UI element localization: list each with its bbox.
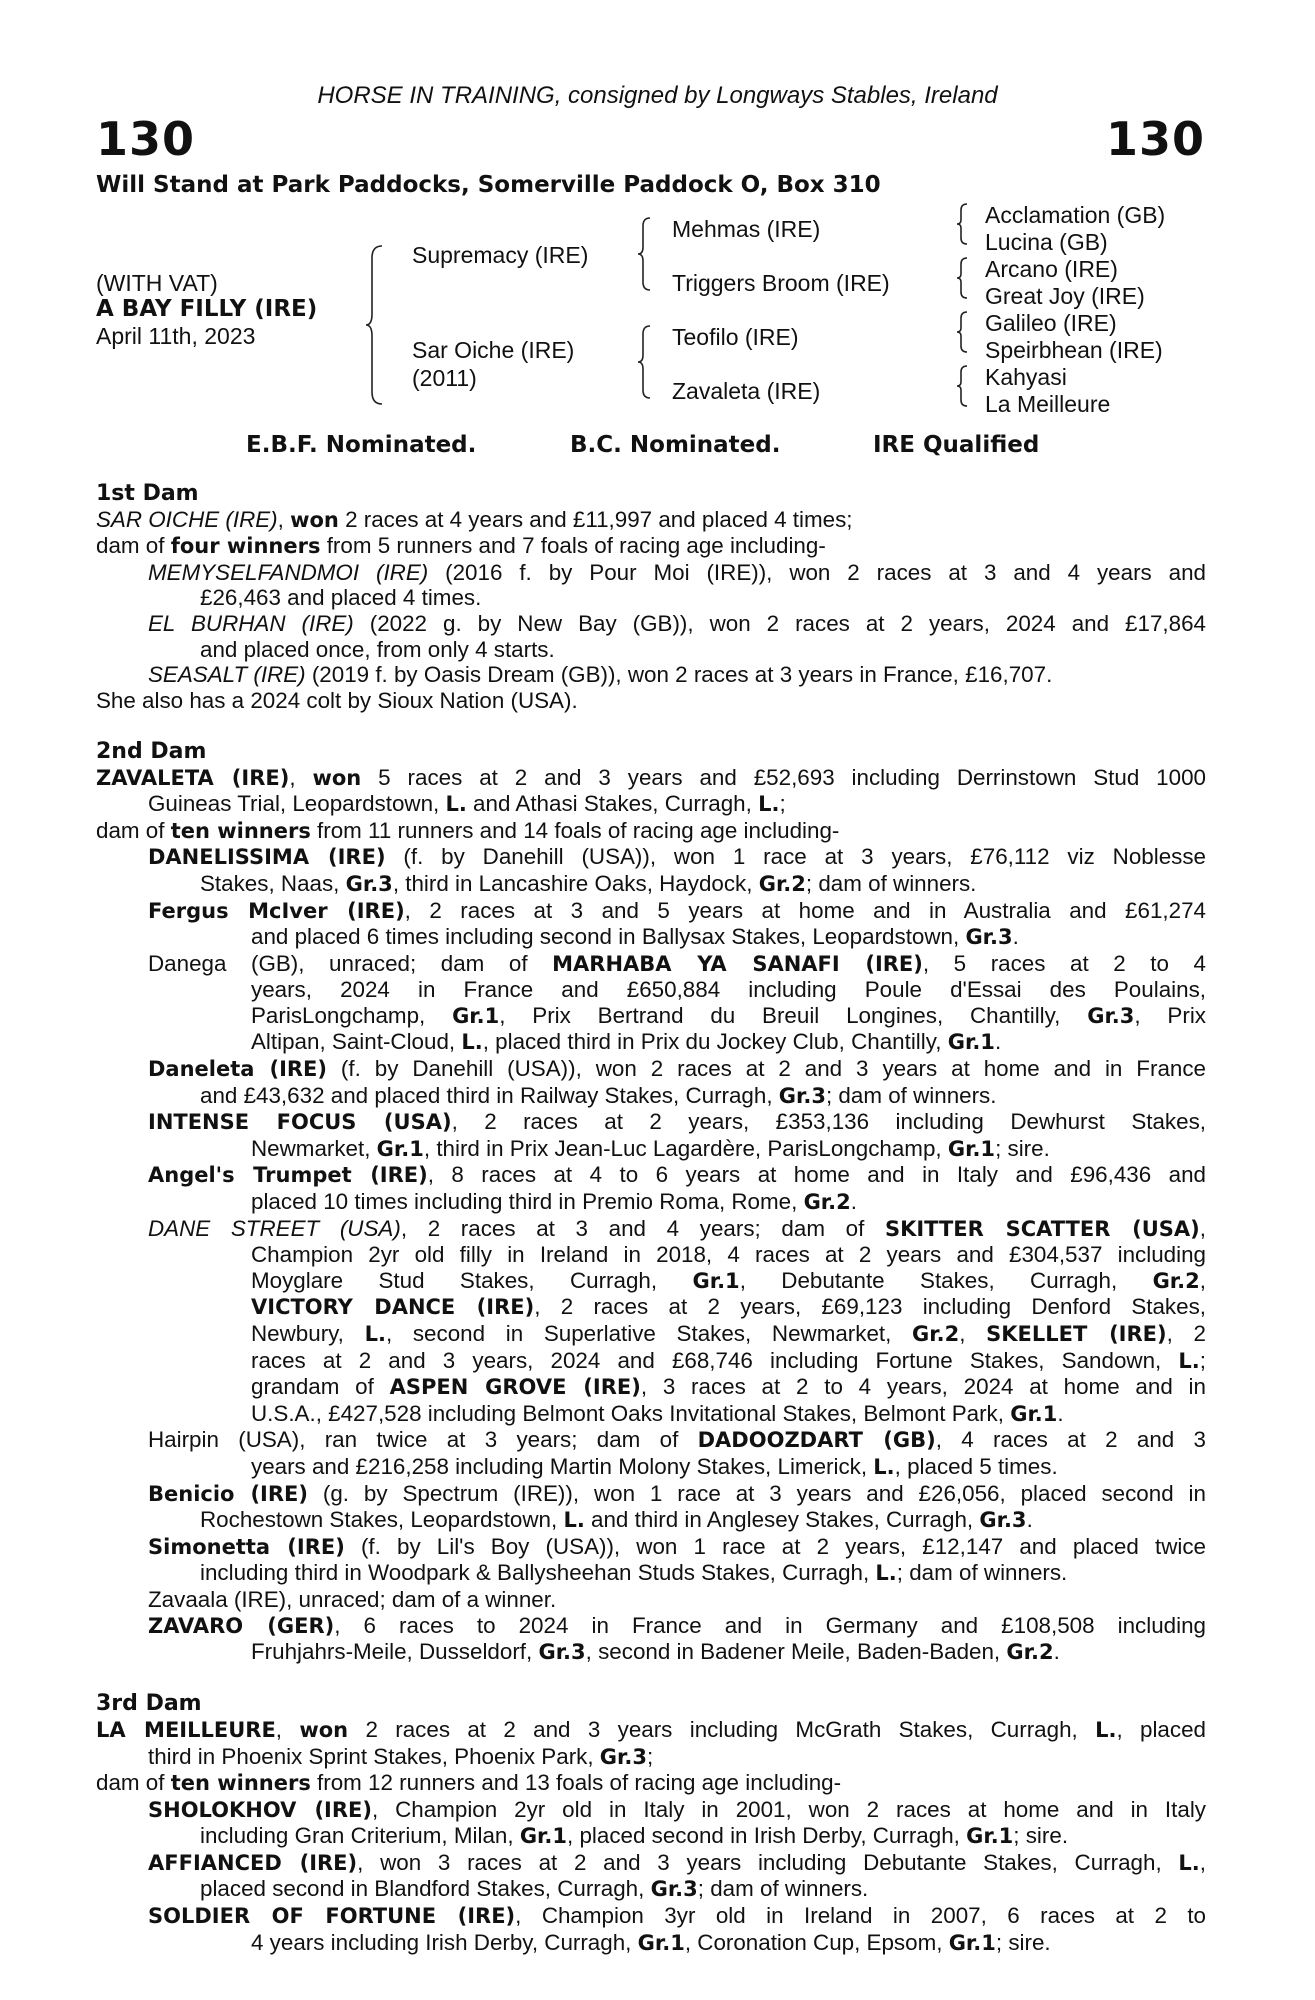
bold-text: won [290,507,339,532]
pedigree-brace-4 [955,202,971,246]
catalogue-line [96,1903,1206,1930]
line-text: including third in Woodpark & Ballysheehan Studs Stakes, Curragh, [200,1560,876,1586]
line-text: , Debutante Stakes, Curragh, [739,1267,1153,1293]
catalogue-line [96,818,1206,845]
line-text: (2016 f. by Pour Moi (IRE)), won 2 races at 3 and 4 years and [428,559,1206,585]
line-text: and placed 6 times including second in Ballysax Stakes, Leopardstown, [251,924,966,950]
catalogue-line [96,1850,1206,1877]
bold-text: SOLDIER OF FORTUNE (IRE) [148,1904,516,1929]
bold-text: MARHABA YA SANAFI (IRE) [552,951,923,976]
catalogue-line [96,924,1206,951]
catalogue-line [96,507,1206,534]
line-text: ; sire. [995,1929,1051,1955]
bold-text: Simonetta (IRE) [148,1534,345,1559]
line-text: , 2 races at 3 and 4 years; dam of [400,1215,885,1241]
section-gap [96,713,1206,739]
catalogue-line [96,1481,1206,1508]
line-text: Newmarket, [251,1135,377,1161]
line-text: . [994,1029,1002,1055]
line-text: ; sire. [1013,1823,1069,1849]
catalogue-line [96,1136,1206,1163]
catalogue-line [96,1348,1206,1375]
line-text: , placed third in Prix du Jockey Club, Chantilly, [482,1029,948,1055]
line-text: ; sire. [995,1135,1050,1161]
line-text: , Champion 3yr old in Ireland in 2007, 6 races at 2 to [515,1903,1207,1929]
line-text: ParisLongchamp, [251,1002,453,1028]
bold-text: SHOLOKHOV (IRE) [148,1797,372,1822]
bold-text: Gr.3 [1087,1003,1135,1028]
ancestor-4: Great Joy (IRE) [985,283,1145,309]
sire: Supremacy (IRE) [412,242,589,268]
bold-text: L. [875,1561,897,1586]
bold-text: L. [1178,1348,1200,1373]
ire-qualified: IRE Qualified [873,432,1040,458]
bold-text: SKELLET (IRE) [986,1322,1167,1346]
line-text: years and £216,258 including Martin Molony Stakes, Limerick, [251,1453,874,1479]
bold-text: Gr.2 [803,1190,851,1215]
catalogue-line [96,1374,1206,1401]
line-text: dam of [96,533,171,559]
line-text: , placed [1116,1716,1206,1742]
bold-text: Daneleta (IRE) [148,1057,327,1082]
line-text: (f. by Danehill (USA)), won 2 races at 2 and 3 years at home and in France [327,1056,1206,1082]
bold-text: Gr.1 [1010,1401,1058,1426]
bold-text: Gr.1 [519,1824,568,1849]
line-text: and £43,632 and placed third in Railway Stakes, Curragh, [200,1082,779,1108]
line-text: (2019 f. by Oasis Dream (GB)), won 2 races at 3 years in France, £16,707. [305,662,1053,688]
catalogue-line [96,1507,1206,1534]
line-text: and placed once, from only 4 starts. [200,636,555,662]
bold-text: Gr.1 [948,1930,996,1955]
catalogue-line [96,1534,1206,1561]
ancestor-3: Arcano (IRE) [985,256,1118,282]
catalogue-line [96,1401,1206,1428]
line-text: 4 years including Irish Derby, Curragh, [251,1929,638,1955]
line-text: , 3 races at 2 to 4 years, 2024 at home and in [640,1374,1206,1400]
line-text: from 12 runners and 13 foals of racing age including- [310,1770,842,1796]
line-text: (f. by Lil's Boy (USA)), won 1 race at 2 years, £12,147 and placed twice [344,1533,1206,1559]
section-heading: 1st Dam [96,481,199,506]
bold-text: Gr.1 [637,1930,685,1955]
consignment-header: HORSE IN TRAINING, consigned by Longways Stables, Ireland [317,82,998,109]
line-text: . [1012,924,1019,950]
catalogue-line [96,1294,1206,1321]
line-text: U.S.A., £427,528 including Belmont Oaks Invitational Stakes, Belmont Park, [251,1400,1011,1426]
italic-name: SAR OICHE (IRE) [96,506,278,532]
catalogue-line [96,1162,1206,1189]
ancestor-7: Kahyasi [985,364,1067,390]
catalogue-line [96,1823,1206,1850]
line-text: . [850,1189,857,1215]
vat-note: (WITH VAT) [96,270,218,296]
bold-text: Gr.1 [947,1136,996,1161]
line-text: 2 races at 2 and 3 years including McGrath Stakes, Curragh, [348,1716,1096,1742]
catalogue-line [96,1056,1206,1083]
catalogue-page-body [96,481,1206,1956]
catalogue-line [96,1876,1206,1903]
line-text: , placed 5 times. [894,1453,1058,1479]
catalogue-line [96,871,1206,898]
line-text: dam of [96,1770,171,1796]
bold-text: Gr.3 [778,1083,826,1108]
line-text: (2022 g. by New Bay (GB)), won 2 races at 2 years, 2024 and £17,864 [353,610,1206,636]
line-text: , [1199,1215,1206,1241]
line-text: , [277,506,291,532]
bold-text: Gr.1 [452,1003,500,1028]
catalogue-line [96,1029,1206,1056]
line-text: Stakes, Naas, [200,870,346,896]
dam-sire: Teofilo (IRE) [672,324,799,350]
line-text: and third in Anglesey Stakes, Curragh, [584,1507,980,1533]
catalogue-line [96,844,1206,871]
catalogue-line [96,662,1206,688]
line-text: , 4 races at 2 and 3 [935,1427,1206,1453]
pedigree-brace-3 [636,324,654,400]
catalogue-line [96,898,1206,925]
bold-text: Gr.3 [599,1744,647,1769]
line-text: £26,463 and placed 4 times. [200,585,482,611]
line-text: , Champion 2yr old in Italy in 2001, won 2 races at home and in Italy [371,1796,1207,1822]
line-text: , second in Badener Meile, Baden-Baden, [585,1639,1007,1665]
line-text: from 11 runners and 14 foals of racing age including- [310,817,840,843]
dam-dam: Zavaleta (IRE) [672,378,821,404]
bold-text: won [312,765,362,790]
line-text: third in Phoenix Sprint Stakes, Phoenix Park, [148,1743,600,1769]
bold-text: Gr.2 [1152,1268,1200,1293]
line-text: , won 3 races at 2 and 3 years including Debutante Stakes, Curragh, [357,1849,1179,1875]
bold-text: Gr.3 [538,1640,586,1665]
lot-number-left: 130 [96,112,196,166]
pedigree-brace-7 [955,364,971,408]
line-text: placed second in Blandford Stakes, Curragh, [200,1876,651,1902]
line-text: , 2 races at 3 and 5 years at home and in Australia and £61,274 [404,897,1206,923]
lot-number-right: 130 [1105,112,1205,166]
section-heading: 3rd Dam [96,1691,202,1717]
bold-text: INTENSE FOCUS (USA) [148,1110,452,1135]
catalogue-line [96,688,1206,714]
catalogue-line [96,1427,1206,1454]
ancestor-5: Galileo (IRE) [985,310,1117,336]
bold-text: L. [758,792,780,817]
line-text: Rochestown Stakes, Leopardstown, [200,1507,564,1533]
bold-text: AFFIANCED (IRE) [148,1850,358,1875]
bold-text: ASPEN GROVE (IRE) [389,1375,641,1400]
line-text: , 8 races at 4 to 6 years at home and in Italy and £96,436 and [427,1162,1206,1188]
line-text: ; [779,791,786,817]
sire-dam: Triggers Broom (IRE) [672,270,890,296]
ancestor-1: Acclamation (GB) [985,202,1166,228]
section-gap [96,1666,1206,1692]
line-text: She also has a 2024 colt by Sioux Nation (USA). [96,687,578,713]
line-text: placed 10 times including third in Premio Roma, Rome, [251,1189,804,1215]
catalogue-line [96,585,1206,611]
italic-name: SEASALT (IRE) [148,662,306,688]
line-text: dam of [96,817,171,843]
line-text: , 2 races at 2 years, £353,136 including Dewhurst Stakes, [451,1109,1206,1135]
dam: Sar Oiche (IRE) [412,337,575,363]
catalogue-line [96,1639,1206,1666]
dam-year: (2011) [412,365,477,391]
section-heading: 2nd Dam [96,738,207,764]
line-text: ; dam of winners. [697,1876,869,1902]
catalogue-line [96,533,1206,560]
line-text: races at 2 and 3 years, 2024 and £68,746 including Fortune Stakes, Sandown, [251,1347,1179,1373]
bold-text: L. [873,1454,895,1479]
line-text: (g. by Spectrum (IRE)), won 1 race at 3 years and £26,056, placed second in [307,1480,1206,1506]
pedigree-brace-6 [955,310,971,354]
catalogue-line [96,1268,1206,1295]
line-text: , 2 races at 2 years, £69,123 including Denford Stakes, [534,1294,1206,1320]
line-text: , 5 races at 2 to 4 [922,950,1206,976]
catalogue-line [96,1454,1206,1481]
bold-text: Gr.1 [966,1824,1014,1849]
line-text: ; [647,1743,654,1769]
line-text: ; dam of winners. [825,1082,997,1108]
line-text: , [275,1716,300,1742]
bold-text: Gr.1 [692,1268,740,1293]
line-text: 5 races at 2 and 3 years and £52,693 including Derrinstown Stud 1000 [361,764,1206,790]
bold-text: DANELISSIMA (IRE) [148,845,386,870]
catalogue-line [96,1930,1206,1957]
catalogue-line [96,1770,1206,1797]
line-text: 2 races at 4 years and £11,997 and placed 4 times; [338,506,853,532]
line-text: , [1199,1267,1206,1293]
bc-nomination: B.C. Nominated. [570,432,781,458]
line-text: Champion 2yr old filly in Ireland in 2018, 4 races at 2 years and £304,537 including [251,1242,1206,1268]
catalogue-line [96,1083,1206,1110]
bold-text: L. [461,1030,483,1055]
ancestor-2: Lucina (GB) [985,229,1108,255]
bold-text: won [299,1717,349,1742]
catalogue-line [96,1717,1206,1744]
bold-text: ten winners [170,1771,311,1796]
sire-sire: Mehmas (IRE) [672,216,821,242]
bold-text: Gr.2 [1006,1640,1054,1665]
line-text: Moyglare Stud Stakes, Curragh, [251,1267,693,1293]
catalogue-line [96,1003,1206,1030]
bold-text: Gr.3 [650,1877,698,1902]
line-text: , 6 races to 2024 in France and in Germany and £108,508 including [334,1612,1206,1638]
lot-name: A BAY FILLY (IRE) [96,296,318,322]
line-text: . [1057,1400,1064,1426]
line-text: (f. by Danehill (USA)), won 1 race at 3 years, £76,112 viz Noblesse [385,844,1206,870]
bold-text: Angel's Trumpet (IRE) [148,1163,428,1188]
catalogue-line [96,1587,1206,1613]
line-text: ; dam of winners. [896,1560,1068,1586]
italic-name: DANE STREET (USA) [148,1215,401,1241]
line-text: ; [1199,1347,1206,1373]
line-text: Guineas Trial, Leopardstown, [148,791,446,817]
bold-text: four winners [170,534,321,559]
line-text: , Prix [1134,1002,1206,1028]
catalogue-line [96,1560,1206,1587]
line-text: grandam of [251,1374,390,1400]
bold-text: LA MEILLEURE [96,1717,276,1742]
line-text: . [1053,1639,1060,1665]
catalogue-line [96,611,1206,637]
catalogue-line [96,1613,1206,1640]
bold-text: Gr.2 [912,1322,960,1346]
catalogue-line [96,1242,1206,1268]
catalogue-line [96,1216,1206,1243]
line-text: Fruhjahrs-Meile, Dusseldorf, [251,1639,539,1665]
bold-text: L. [1095,1717,1117,1742]
line-text: , 2 [1166,1321,1206,1346]
line-text: , third in Lancashire Oaks, Haydock, [392,870,759,896]
line-text: Newbury, [251,1321,365,1346]
bold-text: ten winners [170,818,311,843]
bold-text: Gr.3 [965,925,1013,950]
catalogue-line [96,1744,1206,1771]
line-text: Zavaala (IRE), unraced; dam of a winner. [148,1586,557,1612]
italic-name: EL BURHAN (IRE) [148,610,354,636]
italic-name: MEMYSELFANDMOI (IRE) [148,559,429,585]
bold-text: Gr.2 [758,871,806,896]
catalogue-line [96,637,1206,663]
line-text: , Coronation Cup, Epsom, [684,1929,949,1955]
bold-text: Gr.1 [947,1030,995,1055]
catalogue-line [96,560,1206,586]
bold-text: L. [364,1322,386,1346]
catalogue-line [96,1797,1206,1824]
ancestor-8: La Meilleure [985,391,1111,417]
line-text: Hairpin (USA), ran twice at 3 years; dam of [148,1427,698,1453]
catalogue-line [96,1321,1206,1348]
bold-text: DADOOZDART (GB) [697,1428,936,1453]
catalogue-line [96,1189,1206,1216]
bold-text: SKITTER SCATTER (USA) [884,1216,1200,1241]
line-text: . [1026,1507,1033,1533]
line-text: Danega (GB), unraced; dam of [148,950,553,976]
line-text: ; dam of winners. [805,870,977,896]
line-text: , [289,764,313,790]
pedigree-brace-2 [636,216,654,292]
line-text: from 5 runners and 7 foals of racing age including- [320,533,826,559]
bold-text: Gr.1 [376,1136,424,1161]
line-text: , Prix Bertrand du Breuil Longines, Chantilly, [499,1002,1088,1028]
line-text: , placed second in Irish Derby, Curragh, [567,1823,967,1849]
ebf-nomination: E.B.F. Nominated. [246,432,477,458]
bold-text: Gr.3 [345,871,393,896]
bold-text: ZAVARO (GER) [148,1613,335,1638]
line-text: , [1199,1849,1206,1875]
line-text: including Gran Criterium, Milan, [200,1823,520,1849]
catalogue-line [96,977,1206,1003]
catalogue-line [96,1109,1206,1136]
foaling-date: April 11th, 2023 [96,323,256,349]
bold-text: Gr.3 [979,1508,1027,1533]
pedigree-brace-5 [955,256,971,300]
line-text: , third in Prix Jean-Luc Lagardère, ParisLongchamp, [423,1135,948,1161]
pedigree-brace-1 [364,244,386,406]
bold-text: ZAVALETA (IRE) [96,765,290,790]
stand-location: Will Stand at Park Paddocks, Somerville Paddock O, Box 310 [96,172,881,198]
ancestor-6: Speirbhean (IRE) [985,337,1163,363]
bold-text: Benicio (IRE) [148,1481,308,1506]
catalogue-line [96,791,1206,818]
line-text: and Athasi Stakes, Curragh, [466,791,759,817]
line-text: Altipan, Saint-Cloud, [251,1029,462,1055]
line-text: years, 2024 in France and £650,884 including Poule d'Essai des Poulains, [251,977,1206,1003]
bold-text: Fergus McIver (IRE) [148,898,405,923]
bold-text: L. [563,1508,585,1533]
bold-text: L. [445,792,467,817]
line-text: , [959,1321,987,1346]
bold-text: VICTORY DANCE (IRE) [251,1295,535,1320]
catalogue-line [96,765,1206,792]
bold-text: L. [1178,1850,1200,1875]
catalogue-line [96,951,1206,978]
line-text: , second in Superlative Stakes, Newmarket, [385,1321,913,1346]
